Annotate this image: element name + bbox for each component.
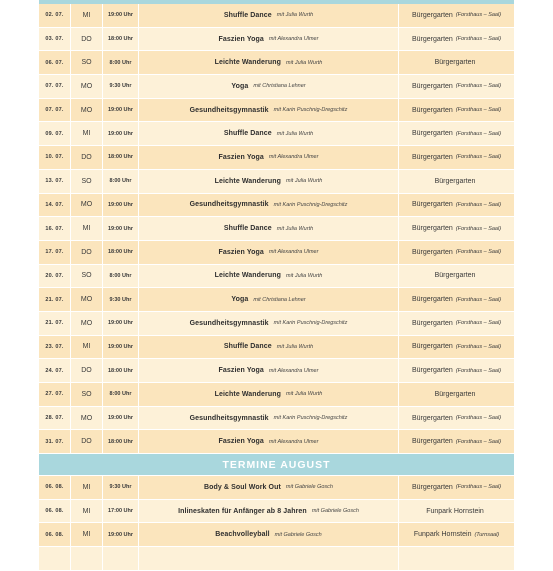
- weekday-cell: MI: [71, 122, 103, 145]
- table-row: [39, 312, 514, 336]
- course-cell: [139, 407, 399, 430]
- course-title: Faszien Yoga: [218, 248, 264, 256]
- time-cell: 19:00 Uhr: [103, 312, 139, 335]
- date-cell: 13. 07.: [39, 170, 71, 193]
- course-title: Yoga: [231, 82, 249, 90]
- course-cell: [139, 336, 399, 359]
- course-cell: [139, 4, 399, 27]
- schedule-table: [39, 4, 514, 571]
- time-cell: 9:30 Uhr: [103, 288, 139, 311]
- table-row: [39, 122, 514, 146]
- time-cell: 19:00 Uhr: [103, 407, 139, 430]
- location-name: Bürgergarten: [411, 296, 453, 304]
- location-cell: [399, 523, 514, 546]
- location-name: Bürgergarten: [411, 11, 453, 19]
- weekday-cell: MI: [71, 217, 103, 240]
- course-cell: [139, 122, 399, 145]
- table-row: [39, 430, 514, 454]
- time-cell: 19:00 Uhr: [103, 99, 139, 122]
- weekday-cell: DO: [71, 241, 103, 264]
- location-detail: (Forsthaus – Saal): [455, 484, 502, 491]
- table-row: [39, 336, 514, 360]
- location-name: Funpark Hornstein: [413, 531, 472, 539]
- trainer-name: mit Julia Wurth: [276, 12, 314, 19]
- time-cell: 19:00 Uhr: [103, 194, 139, 217]
- time-cell: 19:00 Uhr: [103, 336, 139, 359]
- location-name: Bürgergarten: [411, 130, 453, 138]
- date-cell: 24. 07.: [39, 359, 71, 382]
- date-cell: 06. 08.: [39, 523, 71, 546]
- trainer-name: mit Gabriele Gosch: [311, 508, 359, 515]
- time-cell: 17:00 Uhr: [103, 500, 139, 523]
- course-cell: [139, 500, 399, 523]
- location-name: Bürgergarten: [434, 59, 476, 67]
- date-cell: 21. 07.: [39, 312, 71, 335]
- location-cell: [399, 359, 514, 382]
- location-name: Bürgergarten: [411, 35, 453, 43]
- course-cell: [139, 383, 399, 406]
- time-cell: 18:00 Uhr: [103, 430, 139, 453]
- location-cell: [399, 407, 514, 430]
- course-title: Leichte Wanderung: [214, 177, 281, 185]
- course-cell: [139, 523, 399, 546]
- location-cell: [399, 194, 514, 217]
- table-row: [39, 476, 514, 500]
- weekday-cell: DO: [71, 146, 103, 169]
- weekday-cell: SO: [71, 51, 103, 74]
- july-rows: [39, 4, 514, 454]
- location-detail: (Forsthaus – Saal): [455, 296, 502, 303]
- time-cell: 8:00 Uhr: [103, 383, 139, 406]
- trainer-name: mit Gabriele Gosch: [274, 531, 322, 538]
- course-cell: [139, 146, 399, 169]
- course-title: Shuffle Dance: [223, 11, 272, 19]
- table-row: [39, 146, 514, 170]
- time-cell: 18:00 Uhr: [103, 28, 139, 51]
- date-cell: 23. 07.: [39, 336, 71, 359]
- weekday-cell: MI: [71, 4, 103, 27]
- location-cell: [399, 383, 514, 406]
- weekday-cell: SO: [71, 383, 103, 406]
- location-cell: [399, 500, 514, 523]
- location-cell: [399, 122, 514, 145]
- weekday-cell: MO: [71, 194, 103, 217]
- date-cell: 27. 07.: [39, 383, 71, 406]
- table-row: [39, 500, 514, 524]
- course-title: Leichte Wanderung: [214, 272, 281, 280]
- course-cell: [139, 217, 399, 240]
- date-cell: 06. 07.: [39, 51, 71, 74]
- location-detail: (Forsthaus – Saal): [455, 107, 502, 114]
- table-row: [39, 170, 514, 194]
- location-name: Bürgergarten: [411, 201, 453, 209]
- location-name: Bürgergarten: [411, 106, 453, 114]
- location-detail: (Forsthaus – Saal): [455, 225, 502, 232]
- location-name: Bürgergarten: [411, 153, 453, 161]
- trainer-name: mit Karin Puschnig-Dregschitz: [273, 201, 348, 208]
- location-cell: [399, 75, 514, 98]
- trainer-name: mit Julia Wurth: [276, 343, 314, 350]
- date-cell: 21. 07.: [39, 288, 71, 311]
- section-heading-august: TERMINE AUGUST: [39, 454, 514, 476]
- location-cell: [399, 170, 514, 193]
- location-name: Bürgergarten: [411, 414, 453, 422]
- course-cell: [139, 359, 399, 382]
- weekday-cell: MO: [71, 288, 103, 311]
- table-row: [39, 28, 514, 52]
- location-cell: [399, 99, 514, 122]
- course-cell: [139, 476, 399, 499]
- location-cell: [399, 265, 514, 288]
- location-detail: (Forsthaus – Saal): [455, 415, 502, 422]
- location-name: Bürgergarten: [411, 483, 453, 491]
- course-cell: [139, 312, 399, 335]
- location-detail: (Forsthaus – Saal): [455, 201, 502, 208]
- location-name: Bürgergarten: [411, 225, 453, 233]
- trainer-name: mit Julia Wurth: [286, 59, 323, 66]
- course-title: Yoga: [231, 296, 249, 304]
- time-cell: 19:00 Uhr: [103, 122, 139, 145]
- trainer-name: mit Alexandra Ulmer: [268, 249, 319, 256]
- trainer-name: mit Karin Puschnig-Dregschitz: [273, 320, 348, 327]
- date-cell: 14. 07.: [39, 194, 71, 217]
- weekday-cell: DO: [71, 28, 103, 51]
- date-cell: 06. 08.: [39, 500, 71, 523]
- course-title: Faszien Yoga: [218, 367, 264, 375]
- table-row: [39, 265, 514, 289]
- location-cell: [399, 476, 514, 499]
- trainer-name: mit Karin Puschnig-Dregschitz: [273, 415, 348, 422]
- time-cell: [103, 547, 139, 570]
- date-cell: 07. 07.: [39, 75, 71, 98]
- date-cell: 20. 07.: [39, 265, 71, 288]
- location-cell: [399, 4, 514, 27]
- course-title: Gesundheitsgymnastik: [189, 319, 269, 327]
- weekday-cell: MI: [71, 523, 103, 546]
- date-cell: 07. 07.: [39, 99, 71, 122]
- time-cell: 19:00 Uhr: [103, 217, 139, 240]
- weekday-cell: MI: [71, 500, 103, 523]
- date-cell: 06. 08.: [39, 476, 71, 499]
- course-title: Shuffle Dance: [223, 225, 272, 233]
- location-detail: (Forsthaus – Saal): [455, 83, 502, 90]
- table-row: [39, 383, 514, 407]
- table-row: [39, 217, 514, 241]
- course-title: Body & Soul Work Out: [203, 483, 281, 491]
- time-cell: 18:00 Uhr: [103, 359, 139, 382]
- trainer-name: mit Alexandra Ulmer: [268, 438, 319, 445]
- table-row: [39, 288, 514, 312]
- weekday-cell: MO: [71, 99, 103, 122]
- location-name: Bürgergarten: [411, 319, 453, 327]
- weekday-cell: DO: [71, 430, 103, 453]
- time-cell: 8:00 Uhr: [103, 51, 139, 74]
- date-cell: 09. 07.: [39, 122, 71, 145]
- location-detail: (Turnsaal): [474, 531, 500, 538]
- course-title: Leichte Wanderung: [214, 390, 281, 398]
- location-detail: (Forsthaus – Saal): [455, 438, 502, 445]
- course-cell: [139, 75, 399, 98]
- location-detail: (Forsthaus – Saal): [455, 320, 502, 327]
- location-name: Bürgergarten: [434, 272, 476, 280]
- course-cell: [139, 28, 399, 51]
- location-detail: (Forsthaus – Saal): [455, 36, 502, 43]
- course-title: Faszien Yoga: [218, 35, 264, 43]
- location-cell: [399, 146, 514, 169]
- date-cell: 02. 07.: [39, 4, 71, 27]
- location-name: Funpark Hornstein: [426, 507, 484, 515]
- course-title: Gesundheitsgymnastik: [189, 414, 269, 422]
- location-cell: [399, 51, 514, 74]
- trainer-name: mit Julia Wurth: [276, 225, 314, 232]
- location-name: Bürgergarten: [434, 390, 476, 398]
- trainer-name: mit Karin Puschnig-Dregschitz: [273, 107, 348, 114]
- location-detail: (Forsthaus – Saal): [455, 367, 502, 374]
- course-title: Gesundheitsgymnastik: [189, 201, 269, 209]
- course-title: Leichte Wanderung: [214, 59, 281, 67]
- trainer-name: mit Julia Wurth: [286, 178, 323, 185]
- table-row: [39, 75, 514, 99]
- weekday-cell: [71, 547, 103, 570]
- course-cell: [139, 194, 399, 217]
- table-row: [39, 99, 514, 123]
- location-cell: [399, 288, 514, 311]
- table-row: [39, 241, 514, 265]
- location-cell: [399, 547, 514, 570]
- time-cell: 9:30 Uhr: [103, 75, 139, 98]
- time-cell: 19:00 Uhr: [103, 523, 139, 546]
- august-rows: [39, 476, 514, 571]
- table-row: [39, 194, 514, 218]
- weekday-cell: DO: [71, 359, 103, 382]
- location-name: Bürgergarten: [411, 438, 453, 446]
- trainer-name: mit Julia Wurth: [276, 130, 314, 137]
- course-title: Faszien Yoga: [218, 153, 264, 161]
- course-cell: [139, 430, 399, 453]
- course-title: Inlineskaten für Anfänger ab 8 Jahren: [178, 507, 307, 515]
- table-row: [39, 359, 514, 383]
- location-detail: (Forsthaus – Saal): [455, 249, 502, 256]
- location-name: Bürgergarten: [411, 343, 453, 351]
- table-row: [39, 51, 514, 75]
- location-detail: (Forsthaus – Saal): [455, 12, 502, 19]
- weekday-cell: MI: [71, 336, 103, 359]
- course-title: Shuffle Dance: [223, 343, 272, 351]
- location-detail: (Forsthaus – Saal): [455, 343, 502, 350]
- date-cell: 10. 07.: [39, 146, 71, 169]
- location-cell: [399, 312, 514, 335]
- location-cell: [399, 241, 514, 264]
- course-cell: [139, 99, 399, 122]
- weekday-cell: MI: [71, 476, 103, 499]
- date-cell: 16. 07.: [39, 217, 71, 240]
- weekday-cell: SO: [71, 170, 103, 193]
- time-cell: 18:00 Uhr: [103, 146, 139, 169]
- date-cell: 17. 07.: [39, 241, 71, 264]
- trainer-name: mit Julia Wurth: [286, 391, 323, 398]
- table-row: [39, 547, 514, 571]
- course-title: Gesundheitsgymnastik: [189, 106, 269, 114]
- trainer-name: mit Julia Wurth: [286, 272, 323, 279]
- location-cell: [399, 336, 514, 359]
- location-detail: (Forsthaus – Saal): [455, 130, 502, 137]
- table-row: [39, 4, 514, 28]
- trainer-name: mit Gabriele Gosch: [285, 484, 333, 491]
- time-cell: 8:00 Uhr: [103, 170, 139, 193]
- course-title: Beachvolleyball: [215, 531, 270, 539]
- location-name: Bürgergarten: [411, 367, 453, 375]
- course-cell: [139, 265, 399, 288]
- course-title: Shuffle Dance: [223, 130, 272, 138]
- course-cell: [139, 547, 399, 570]
- weekday-cell: MO: [71, 75, 103, 98]
- location-name: Bürgergarten: [434, 177, 476, 185]
- date-cell: [39, 547, 71, 570]
- location-name: Bürgergarten: [411, 82, 453, 90]
- course-cell: [139, 241, 399, 264]
- date-cell: 28. 07.: [39, 407, 71, 430]
- course-title: Faszien Yoga: [218, 438, 264, 446]
- trainer-name: mit Alexandra Ulmer: [268, 367, 319, 374]
- time-cell: 8:00 Uhr: [103, 265, 139, 288]
- location-cell: [399, 28, 514, 51]
- time-cell: 19:00 Uhr: [103, 4, 139, 27]
- trainer-name: mit Christiana Lehner: [253, 83, 306, 90]
- trainer-name: mit Alexandra Ulmer: [268, 36, 319, 43]
- location-detail: (Forsthaus – Saal): [455, 154, 502, 161]
- date-cell: 03. 07.: [39, 28, 71, 51]
- course-cell: [139, 170, 399, 193]
- time-cell: 18:00 Uhr: [103, 241, 139, 264]
- course-cell: [139, 288, 399, 311]
- weekday-cell: MO: [71, 407, 103, 430]
- location-name: Bürgergarten: [411, 248, 453, 256]
- table-row: [39, 523, 514, 547]
- weekday-cell: SO: [71, 265, 103, 288]
- date-cell: 31. 07.: [39, 430, 71, 453]
- trainer-name: mit Christiana Lehner: [253, 296, 306, 303]
- location-cell: [399, 430, 514, 453]
- time-cell: 9:30 Uhr: [103, 476, 139, 499]
- location-cell: [399, 217, 514, 240]
- weekday-cell: MO: [71, 312, 103, 335]
- course-cell: [139, 51, 399, 74]
- table-row: [39, 407, 514, 431]
- trainer-name: mit Alexandra Ulmer: [268, 154, 319, 161]
